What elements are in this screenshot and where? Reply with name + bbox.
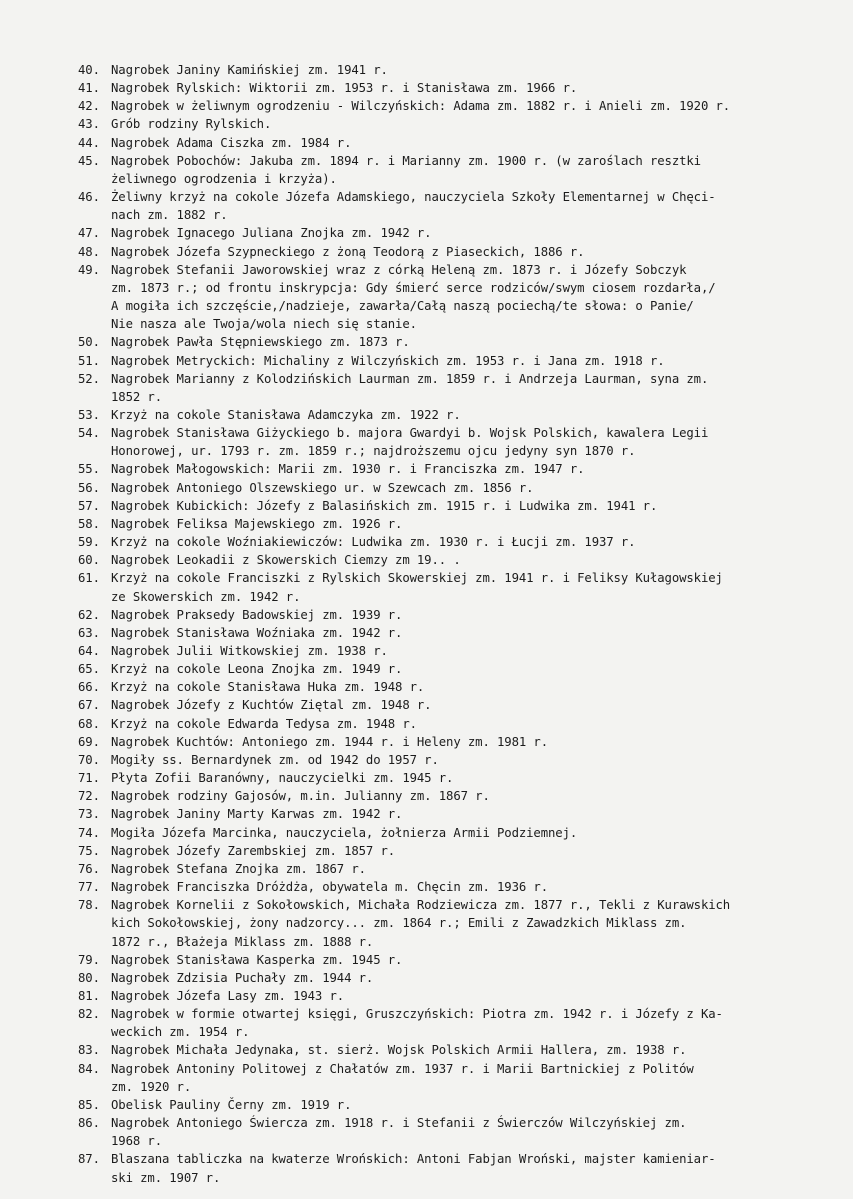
entry-line: Nagrobek Józefa Szypneckiego z żoną Teodorą z Piaseckich, 1886 r. — [111, 244, 585, 259]
entry-text — [111, 1041, 848, 1059]
entry-number: 83. — [78, 1043, 100, 1058]
entry-text — [111, 533, 848, 551]
entry-line: Nagrobek Antoniego Olszewskiego ur. w Szewcach zm. 1856 r. — [111, 480, 534, 495]
entry-line: żeliwnego ogrodzenia i krzyża). — [111, 171, 337, 186]
entry-text — [111, 1005, 848, 1041]
list-item — [78, 1041, 848, 1059]
entry-line: Nagrobek Zdzisia Puchały zm. 1944 r. — [111, 970, 374, 985]
entry-text — [111, 370, 848, 406]
entry-line: Grób rodziny Rylskich. — [111, 117, 272, 132]
entry-line: Nagrobek Małogowskich: Marii zm. 1930 r. i Franciszka zm. 1947 r. — [111, 462, 585, 477]
entry-number: 64. — [78, 644, 100, 658]
entry-text — [111, 79, 848, 97]
list-item — [78, 1150, 848, 1186]
entry-number: 71. — [78, 771, 100, 786]
list-item — [78, 515, 848, 533]
entry-text — [111, 243, 848, 261]
entry-line: Płyta Zofii Baranówny, nauczycielki zm. 1945 r. — [111, 771, 454, 786]
entry-text — [111, 479, 848, 497]
entry-line: Nagrobek Kubickich: Józefy z Balasińskich zm. 1915 r. i Ludwika zm. 1941 r. — [111, 498, 658, 513]
entry-text — [111, 660, 848, 678]
list-item — [78, 479, 848, 497]
list-item — [78, 1005, 848, 1041]
entry-text — [111, 1096, 848, 1114]
entry-line: Nagrobek rodziny Gajosów, m.in. Julianny zm. 1867 r. — [111, 789, 490, 804]
list-item — [78, 969, 848, 987]
entry-text — [111, 1114, 848, 1150]
entry-text — [111, 896, 848, 950]
entry-line: Nagrobek Ignacego Juliana Znojka zm. 1942 r. — [111, 226, 432, 241]
entry-line: Nagrobek Janiny Kamińskiej zm. 1941 r. — [111, 63, 388, 77]
entry-text — [111, 624, 848, 642]
entry-line: Nagrobek Józefy z Kuchtów Ziętal zm. 1948 r. — [111, 698, 432, 713]
entry-number: 68. — [78, 716, 100, 731]
entry-number: 43. — [78, 117, 100, 132]
list-item — [78, 188, 848, 224]
entry-line: Honorowej, ur. 1793 r. zm. 1859 r.; najdroższemu ojcu jedyny syn 1870 r. — [111, 444, 636, 459]
list-item — [78, 878, 848, 896]
entry-text — [111, 696, 848, 714]
entry-line: Nagrobek Feliksa Majewskiego zm. 1926 r. — [111, 516, 403, 531]
entry-number: 73. — [78, 807, 100, 822]
list-item — [78, 569, 848, 605]
entry-line: Krzyż na cokole Franciszki z Rylskich Skowerskiej zm. 1941 r. i Feliksy Kułagowskiej — [111, 571, 723, 586]
entry-line: Nagrobek Antoniego Świercza zm. 1918 r. i Stefanii z Świerczów Wilczyńskiej zm. — [111, 1116, 687, 1131]
entry-line: Krzyż na cokole Woźniakiewiczów: Ludwika zm. 1930 r. i Łucji zm. 1937 r. — [111, 535, 636, 550]
entry-line: Obelisk Pauliny Černy zm. 1919 r. — [111, 1097, 352, 1112]
list-item — [78, 805, 848, 823]
entry-number: 69. — [78, 734, 100, 749]
entry-text — [111, 61, 848, 79]
entry-text — [111, 642, 848, 660]
entry-number: 48. — [78, 244, 100, 259]
entry-line: Nagrobek Praksedy Badowskiej zm. 1939 r. — [111, 607, 403, 622]
entry-text — [111, 551, 848, 569]
entry-text — [111, 115, 848, 133]
entry-text — [111, 261, 848, 334]
entry-text — [111, 1150, 848, 1186]
entry-text — [111, 733, 848, 751]
entry-number: 61. — [78, 571, 100, 586]
entry-number: 52. — [78, 371, 100, 386]
entry-line: Nagrobek Rylskich: Wiktorii zm. 1953 r. i Stanisława zm. 1966 r. — [111, 81, 578, 96]
entry-number: 77. — [78, 880, 100, 895]
entry-number: 70. — [78, 752, 100, 767]
entry-number: 78. — [78, 898, 100, 913]
entry-number: 46. — [78, 190, 100, 205]
list-item — [78, 333, 848, 351]
entry-line: weckich zm. 1954 r. — [111, 1025, 250, 1040]
entry-line: Nagrobek Antoniny Politowej z Chałatów zm. 1937 r. i Marii Bartnickiej z Politów — [111, 1061, 694, 1076]
list-item — [78, 243, 848, 261]
list-item — [78, 987, 848, 1005]
entry-text — [111, 860, 848, 878]
entry-number: 79. — [78, 952, 100, 967]
list-item — [78, 352, 848, 370]
entry-text — [111, 842, 848, 860]
entry-number: 82. — [78, 1007, 100, 1022]
list-item — [78, 152, 848, 188]
entry-number: 58. — [78, 516, 100, 531]
entry-line: Nagrobek w formie otwartej księgi, Gruszczyńskich: Piotra zm. 1942 r. i Józefy z Ka- — [111, 1007, 723, 1022]
entry-number: 81. — [78, 988, 100, 1003]
list-item — [78, 97, 848, 115]
entry-text — [111, 1060, 848, 1096]
entry-line: Nagrobek Kuchtów: Antoniego zm. 1944 r. i Heleny zm. 1981 r. — [111, 734, 549, 749]
entry-line: Nagrobek Stanisława Kasperka zm. 1945 r. — [111, 952, 403, 967]
entry-number: 53. — [78, 407, 100, 422]
entry-text — [111, 333, 848, 351]
entry-line: Krzyż na cokole Stanisława Huka zm. 1948 r. — [111, 680, 425, 695]
entry-line: Nagrobek Józefy Zarembskiej zm. 1857 r. — [111, 843, 396, 858]
entry-line: zm. 1920 r. — [111, 1079, 192, 1094]
entry-number: 54. — [78, 426, 100, 441]
entry-line: Żeliwny krzyż na cokole Józefa Adamskiego, nauczyciela Szkoły Elementarnej w Chęci- — [111, 190, 716, 205]
entry-text — [111, 824, 848, 842]
entry-line: Krzyż na cokole Stanisława Adamczyka zm. 1922 r. — [111, 407, 461, 422]
list-item — [78, 533, 848, 551]
list-item — [78, 424, 848, 460]
entry-number: 80. — [78, 970, 100, 985]
entry-text — [111, 152, 848, 188]
entry-line: Mogiły ss. Bernardynek zm. od 1942 do 1957 r. — [111, 752, 439, 767]
list-item — [78, 261, 848, 334]
entry-text — [111, 987, 848, 1005]
entry-text — [111, 951, 848, 969]
entry-line: Nagrobek Adama Ciszka zm. 1984 r. — [111, 135, 352, 150]
entry-line: Nagrobek Franciszka Dróżdża, obywatela m. Chęcin zm. 1936 r. — [111, 880, 549, 895]
entry-number: 67. — [78, 698, 100, 713]
entry-line: zm. 1873 r.; od frontu inskrypcja: Gdy śmierć serce rodziców/swym ciosem rozdarła,/ — [111, 280, 716, 295]
entry-number: 65. — [78, 662, 100, 677]
list-item — [78, 860, 848, 878]
entry-number: 50. — [78, 335, 100, 350]
list-item — [78, 787, 848, 805]
entry-number: 51. — [78, 353, 100, 368]
entry-number: 44. — [78, 135, 100, 150]
entry-text — [111, 406, 848, 424]
entry-text — [111, 751, 848, 769]
entry-line: Blaszana tabliczka na kwaterze Wrońskich: Antoni Fabjan Wroński, majster kamieniar- — [111, 1152, 716, 1167]
entry-text — [111, 678, 848, 696]
entry-text — [111, 715, 848, 733]
entry-line: nach zm. 1882 r. — [111, 208, 228, 223]
entry-line: Nagrobek Janiny Marty Karwas zm. 1942 r. — [111, 807, 403, 822]
list-item — [78, 951, 848, 969]
list-item — [78, 115, 848, 133]
entry-line: Mogiła Józefa Marcinka, nauczyciela, żołnierza Armii Podziemnej. — [111, 825, 578, 840]
entry-line: Nagrobek Stefanii Jaworowskiej wraz z córką Heleną zm. 1873 r. i Józefy Sobczyk — [111, 262, 687, 277]
entry-number: 76. — [78, 861, 100, 876]
entry-line: Nagrobek Julii Witkowskiej zm. 1938 r. — [111, 644, 388, 658]
entry-text — [111, 515, 848, 533]
entry-line: Nagrobek Józefa Lasy zm. 1943 r. — [111, 988, 345, 1003]
list-item — [78, 497, 848, 515]
entry-line: Nagrobek Stanisława Giżyckiego b. majora Gwardyi b. Wojsk Polskich, kawalera Legii — [111, 426, 709, 441]
list-item — [78, 678, 848, 696]
entry-text — [111, 352, 848, 370]
list-item — [78, 660, 848, 678]
entry-number: 49. — [78, 262, 100, 277]
entry-line: ze Skowerskich zm. 1942 r. — [111, 589, 301, 604]
list-item — [78, 1096, 848, 1114]
entry-line: 1852 r. — [111, 389, 162, 404]
entry-line: Nagrobek Pobochów: Jakuba zm. 1894 r. i Marianny zm. 1900 r. (w zaroślach resztki — [111, 153, 701, 168]
entry-text — [111, 134, 848, 152]
list-item — [78, 751, 848, 769]
entry-text — [111, 497, 848, 515]
entry-number: 87. — [78, 1152, 100, 1167]
entry-text — [111, 969, 848, 987]
entry-number: 86. — [78, 1116, 100, 1131]
entry-line: Nie nasza ale Twoja/wola niech się stanie. — [111, 317, 417, 332]
entry-line: A mogiła ich szczęście,/nadzieje, zawarła/Całą naszą pociechą/te słowa: o Panie/ — [111, 299, 694, 314]
entry-text — [111, 805, 848, 823]
entry-text — [111, 878, 848, 896]
entry-number: 75. — [78, 843, 100, 858]
list-item — [78, 1114, 848, 1150]
entry-text — [111, 224, 848, 242]
entry-line: Krzyż na cokole Edwarda Tedysa zm. 1948 r. — [111, 716, 417, 731]
entry-text — [111, 460, 848, 478]
entry-line: kich Sokołowskiej, żony nadzorcy... zm. 1864 r.; Emili z Zawadzkich Miklass zm. — [111, 916, 687, 931]
entry-line: Nagrobek w żeliwnym ogrodzeniu - Wilczyńskich: Adama zm. 1882 r. i Anieli zm. 1920 r. — [111, 99, 731, 114]
list-item — [78, 370, 848, 406]
entry-number: 66. — [78, 680, 100, 695]
entry-number: 41. — [78, 81, 100, 96]
entry-number: 84. — [78, 1061, 100, 1076]
entry-line: Nagrobek Stefana Znojka zm. 1867 r. — [111, 861, 366, 876]
list-item — [78, 1060, 848, 1096]
entry-number: 60. — [78, 553, 100, 568]
entry-number: 42. — [78, 99, 100, 114]
list-item — [78, 624, 848, 642]
entry-text — [111, 97, 848, 115]
entry-line: 1872 r., Błażeja Miklass zm. 1888 r. — [111, 934, 374, 949]
entry-number: 47. — [78, 226, 100, 241]
entry-number: 85. — [78, 1097, 100, 1112]
list-item — [78, 406, 848, 424]
entry-line: ski zm. 1907 r. — [111, 1170, 221, 1185]
entry-text — [111, 787, 848, 805]
entry-line: Nagrobek Metryckich: Michaliny z Wilczyńskich zm. 1953 r. i Jana zm. 1918 r. — [111, 353, 665, 368]
entry-number: 45. — [78, 153, 100, 168]
list-item — [78, 134, 848, 152]
entry-line: Krzyż na cokole Leona Znojka zm. 1949 r. — [111, 662, 403, 677]
list-item — [78, 824, 848, 842]
list-item — [78, 842, 848, 860]
grave-list — [78, 61, 848, 1187]
entry-number: 59. — [78, 535, 100, 550]
entry-line: Nagrobek Pawła Stępniewskiego zm. 1873 r. — [111, 335, 410, 350]
list-item — [78, 715, 848, 733]
entry-number: 55. — [78, 462, 100, 477]
entry-number: 62. — [78, 607, 100, 622]
entry-line: Nagrobek Stanisława Woźniaka zm. 1942 r. — [111, 625, 403, 640]
list-item — [78, 642, 848, 660]
entry-line: Nagrobek Michała Jedynaka, st. sierż. Wojsk Polskich Armii Hallera, zm. 1938 r. — [111, 1043, 687, 1058]
list-item — [78, 551, 848, 569]
entry-line: 1968 r. — [111, 1134, 162, 1149]
list-item — [78, 79, 848, 97]
entry-text — [111, 569, 848, 605]
entry-text — [111, 769, 848, 787]
list-item — [78, 896, 848, 950]
list-item — [78, 733, 848, 751]
list-item — [78, 696, 848, 714]
entry-text — [111, 606, 848, 624]
entry-number: 63. — [78, 625, 100, 640]
entry-text — [111, 188, 848, 224]
entry-number: 57. — [78, 498, 100, 513]
entry-number: 40. — [78, 63, 100, 77]
entry-number: 72. — [78, 789, 100, 804]
entry-line: Nagrobek Leokadii z Skowerskich Ciemzy zm 19.. . — [111, 553, 461, 568]
entry-text — [111, 424, 848, 460]
entry-number: 56. — [78, 480, 100, 495]
list-item — [78, 61, 848, 79]
entry-number: 74. — [78, 825, 100, 840]
entry-line: Nagrobek Marianny z Kolodzińskich Laurman zm. 1859 r. i Andrzeja Laurman, syna zm. — [111, 371, 709, 386]
list-item — [78, 769, 848, 787]
list-item — [78, 224, 848, 242]
list-item — [78, 606, 848, 624]
entry-line: Nagrobek Kornelii z Sokołowskich, Michała Rodziewicza zm. 1877 r., Tekli z Kurawskich — [111, 898, 731, 913]
list-item — [78, 460, 848, 478]
